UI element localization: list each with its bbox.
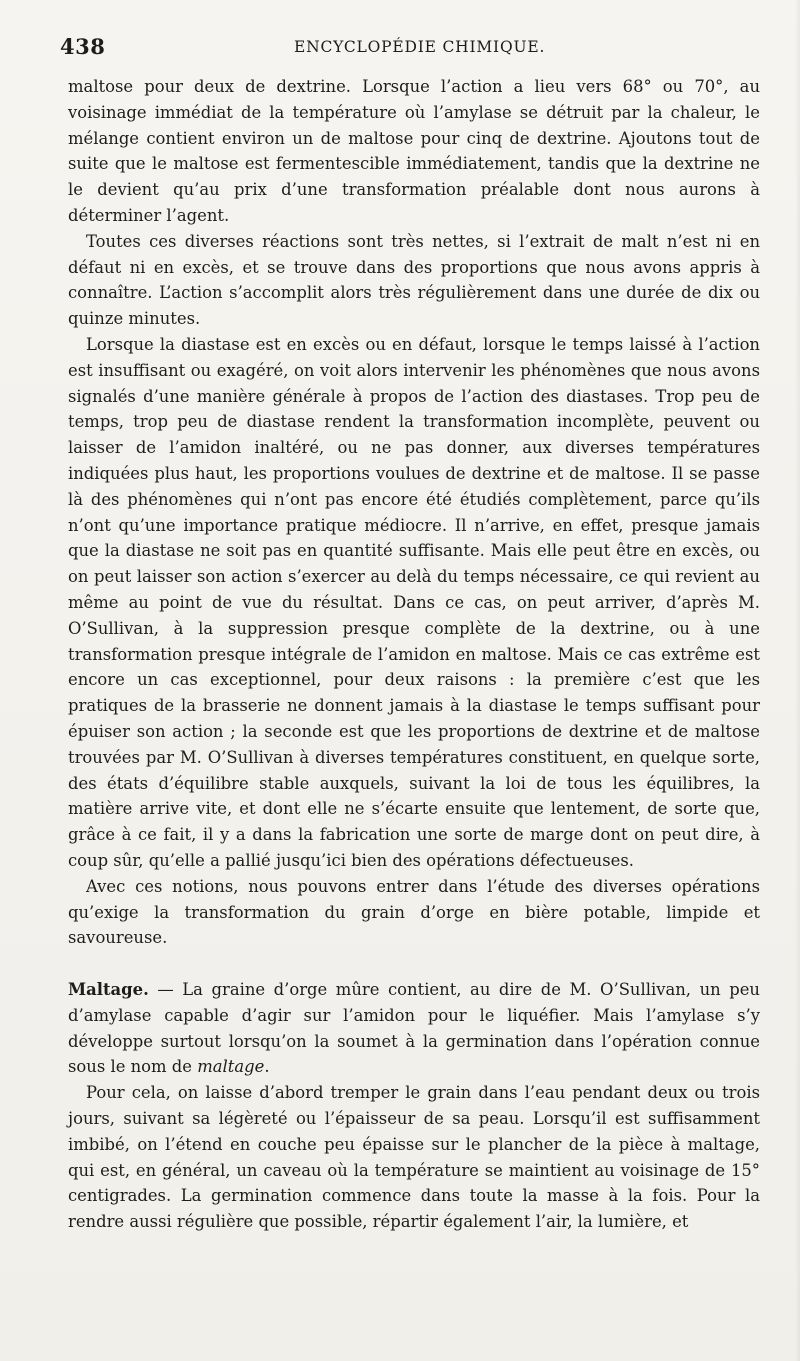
section-heading: Maltage. [68, 980, 149, 1000]
page-header [60, 34, 764, 62]
section-paragraph-1 [68, 977, 760, 1080]
page-edge-shadow [795, 0, 800, 1361]
section-paragraph-2: Pour cela, on laisse d’abord tremper le grain dans l’eau pendant deux ou trois jours, suivant sa légèreté ou l’épaisseur de sa peau. Lorsqu’il est suffisamment imbibé, on l’étend en couche peu épaisse sur le plancher de la pièce à maltage, qui est, en général, un caveau où la température se maintient au voisinage de 15° centigrades. La germination commence dans toute la masse à la fois. Pour la rendre aussi régulière que possible, répartir également l’air, la lumière, et [68, 1083, 760, 1232]
paragraph-2: Toutes ces diverses réactions sont très nettes, si l’extrait de malt n’est ni en défaut ni en excès, et se trouve dans des proportions que nous avons appris à connaître. L’action s’accomplit alors très régulièrement dans une durée de dix ou quinze minutes. [68, 231, 760, 329]
section-text-part-1: — La graine d’orge mûre contient, au dire de M. O’Sullivan, un peu d’amylase capable d’agir sur l’amidon pour le liquéfier. Mais l’amylase s’y développe surtout lorsqu’on la soumet à la germination dans l’opération connue sous le nom de [68, 980, 760, 1077]
paragraph-3: Lorsque la diastase est en excès ou en défaut, lorsque le temps laissé à l’action est insuffisant ou exagéré, on voit alors intervenir les phénomènes que nous avons signalés d’une manière générale à propos de l’action des diastases. Trop peu de temps, trop peu de diastase rendent la transformation incomplète, peuvent ou laisser de l’amidon inaltéré, ou ne pas donner, aux diverses températures indiquées plus haut, les proportions voulues de dextrine et de maltose. Il se passe là des phénomènes qui n’ont pas encore été étudiés complètement, parce qu’ils n’ont qu’une importance pratique médiocre. Il n’arrive, en effet, presque jamais que la diastase ne soit pas en quantité suffisante. Mais elle peut être en excès, ou on peut laisser son action s’exercer au delà du temps nécessaire, ce qui revient au même au point de vue du résultat. Dans ce cas, on peut arriver, d’après M. O’Sullivan, à la suppression presque complète de la dextrine, ou à une transformation presque intégrale de l’amidon en maltose. Mais ce cas extrême est encore un cas exceptionnel, pour deux raisons : la première c’est que les pratiques de la brasserie ne donnent jamais à la diastase le temps suffisant pour épuiser son action ; la seconde est que les proportions de dextrine et de maltose trouvées par M. O’Sullivan à diverses températures constituent, en quelque sorte, des états d’équilibre stable auxquels, suivant la loi de tous les équilibres, la matière arrive vite, et dont elle ne s’écarte ensuite que lentement, de sorte que, grâce à ce fait, il y a dans la fabrication une sorte de marge dont on peut dire, à coup sûr, qu’elle a pallié jusqu’ici bien des opérations défectueuses. [68, 334, 760, 870]
page-number: 438 [60, 34, 106, 59]
paragraph-4: Avec ces notions, nous pouvons entrer dans l’étude des diverses opérations qu’exige la transformation du grain d’orge en bière potable, limpide et savoureuse. [68, 876, 760, 948]
page-body [68, 74, 760, 1235]
section-italic-term: maltage [197, 1057, 265, 1077]
running-title: ENCYCLOPÉDIE CHIMIQUE. [294, 38, 546, 56]
section-spacer [68, 951, 760, 977]
paragraph-1: maltose pour deux de dextrine. Lorsque l’action a lieu vers 68° ou 70°, au voisinage immédiat de la température où l’amylase se détruit par la chaleur, le mélange contient environ un de maltose pour cinq de dextrine. Ajoutons tout de suite que le maltose est fermentescible immédiatement, tandis que la dextrine ne le devient qu’au prix d’une transformation préalable dont nous aurons à déterminer l’agent. [68, 77, 760, 225]
section-text-part-2: . [264, 1057, 270, 1077]
